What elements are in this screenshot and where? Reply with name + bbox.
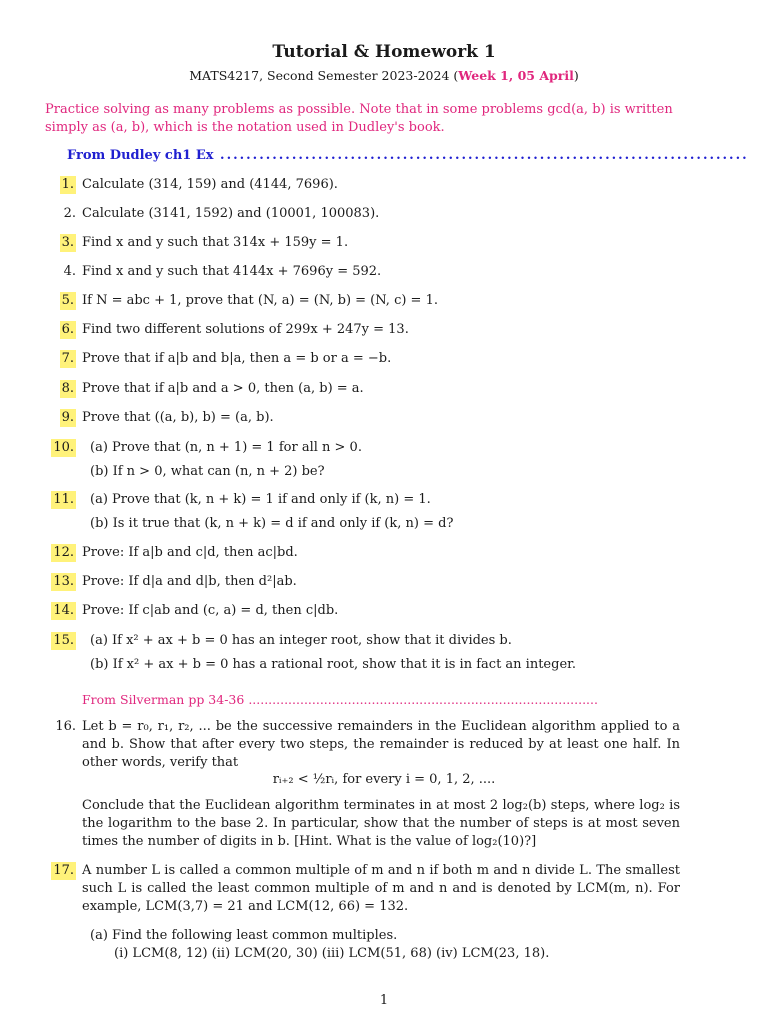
problem-text: Find x and y such that 314x + 159y = 1. — [82, 235, 349, 250]
problem-number: 10. — [53, 440, 74, 455]
problem-10-part-b: (b) If n > 0, what can (n, n + 2) be? — [90, 464, 325, 479]
section-silverman: From Silverman pp 34-36 ........................................................................................ — [82, 692, 598, 707]
page-title: Tutorial & Homework 1 — [272, 42, 496, 62]
problem-number: 1. — [61, 177, 74, 192]
problem-number: 4. — [63, 264, 76, 279]
problem-number: 11. — [53, 492, 74, 507]
problem-number: 13. — [53, 574, 74, 589]
section-dudley: From Dudley ch1 Ex ................................................................................. — [67, 148, 749, 163]
problem-text: If N = abc + 1, prove that (N, a) = (N, b) = (N, c) = 1. — [82, 293, 438, 308]
problem-16-conclusion: Conclude that the Euclidean algorithm terminates in at most 2 log₂(b) steps, where log₂ is the logarithm to the base 2. In particular, show that the number of steps is at most seven times the number of digits in b. [Hint. What is the value of log₂(10)?] — [82, 798, 680, 849]
problem-text: Find two different solutions of 299x + 247y = 13. — [82, 322, 409, 337]
page-subtitle — [0, 68, 768, 83]
problem-text: Prove: If c|ab and (c, a) = d, then c|db. — [82, 603, 339, 618]
problem-17-part-a: (a) Find the following least common multiples. — [90, 928, 398, 943]
problem-text: Calculate (314, 159) and (4144, 7696). — [82, 177, 338, 192]
problem-number: 15. — [53, 633, 74, 648]
problem-text: Prove that ((a, b), b) = (a, b). — [82, 410, 274, 425]
problem-16-text: Let b = r₀, r₁, r₂, ... be the successive remainders in the Euclidean algorithm applied to a and b. Show that after every two steps, the remainder is reduced by at least one half. In other words, verify that — [82, 719, 680, 770]
problem-number: 16. — [55, 719, 76, 734]
problem-text: Prove: If d|a and d|b, then d²|ab. — [82, 574, 297, 589]
problem-16-equation: rᵢ₊₂ < ½rᵢ, for every i = 0, 1, 2, .... — [272, 772, 496, 787]
problem-17-part-a-items: (i) LCM(8, 12) (ii) LCM(20, 30) (iii) LCM(51, 68) (iv) LCM(23, 18). — [114, 946, 550, 961]
subtitle-close: ) — [573, 68, 579, 83]
problem-11-part-b: (b) Is it true that (k, n + k) = d if and only if (k, n) = d? — [90, 516, 454, 531]
problem-number: 3. — [61, 235, 74, 250]
intro-note: Practice solving as many problems as possible. Note that in some problems gcd(a, b) is written simply as (a, b), which is the notation used in Dudley's book. — [45, 102, 673, 135]
problem-text: Prove that if a|b and a > 0, then (a, b) = a. — [82, 381, 364, 396]
problem-number: 5. — [61, 293, 74, 308]
problem-number: 9. — [61, 410, 74, 425]
problem-text: Find x and y such that 4144x + 7696y = 592. — [82, 264, 382, 279]
problem-text: Calculate (3141, 1592) and (10001, 100083). — [82, 206, 380, 221]
problem-15-part-a: (a) If x² + ax + b = 0 has an integer root, show that it divides b. — [90, 633, 512, 648]
problem-number: 6. — [61, 322, 74, 337]
problem-11-part-a: (a) Prove that (k, n + k) = 1 if and only if (k, n) = 1. — [90, 492, 431, 507]
problem-text: Prove: If a|b and c|d, then ac|bd. — [82, 545, 298, 560]
problem-number: 8. — [61, 381, 74, 396]
section-silverman-label: From Silverman pp 34-36 — [82, 692, 245, 707]
subtitle-course: MATS4217, Second Semester 2023-2024 ( — [189, 68, 459, 83]
page-number: 1 — [379, 993, 389, 1008]
problem-number: 14. — [53, 603, 74, 618]
problem-number: 12. — [53, 545, 74, 560]
problem-text: Prove that if a|b and b|a, then a = b or a = −b. — [82, 351, 392, 366]
problem-10-part-a: (a) Prove that (n, n + 1) = 1 for all n > 0. — [90, 440, 362, 455]
problem-number: 17. — [53, 863, 74, 878]
section-dudley-label: From Dudley ch1 Ex — [67, 148, 214, 163]
subtitle-week: Week 1, 05 April — [458, 68, 574, 83]
problem-15-part-b: (b) If x² + ax + b = 0 has a rational root, show that it is in fact an integer. — [90, 657, 577, 672]
problem-number: 7. — [61, 351, 74, 366]
problem-17-text: A number L is called a common multiple of m and n if both m and n divide L. The smallest such L is called the least common multiple of m and n and is denoted by LCM(m, n). For example, LCM(3,7) = 21 and LCM(12, 66) = 132. — [82, 863, 680, 914]
problem-number: 2. — [63, 206, 76, 221]
